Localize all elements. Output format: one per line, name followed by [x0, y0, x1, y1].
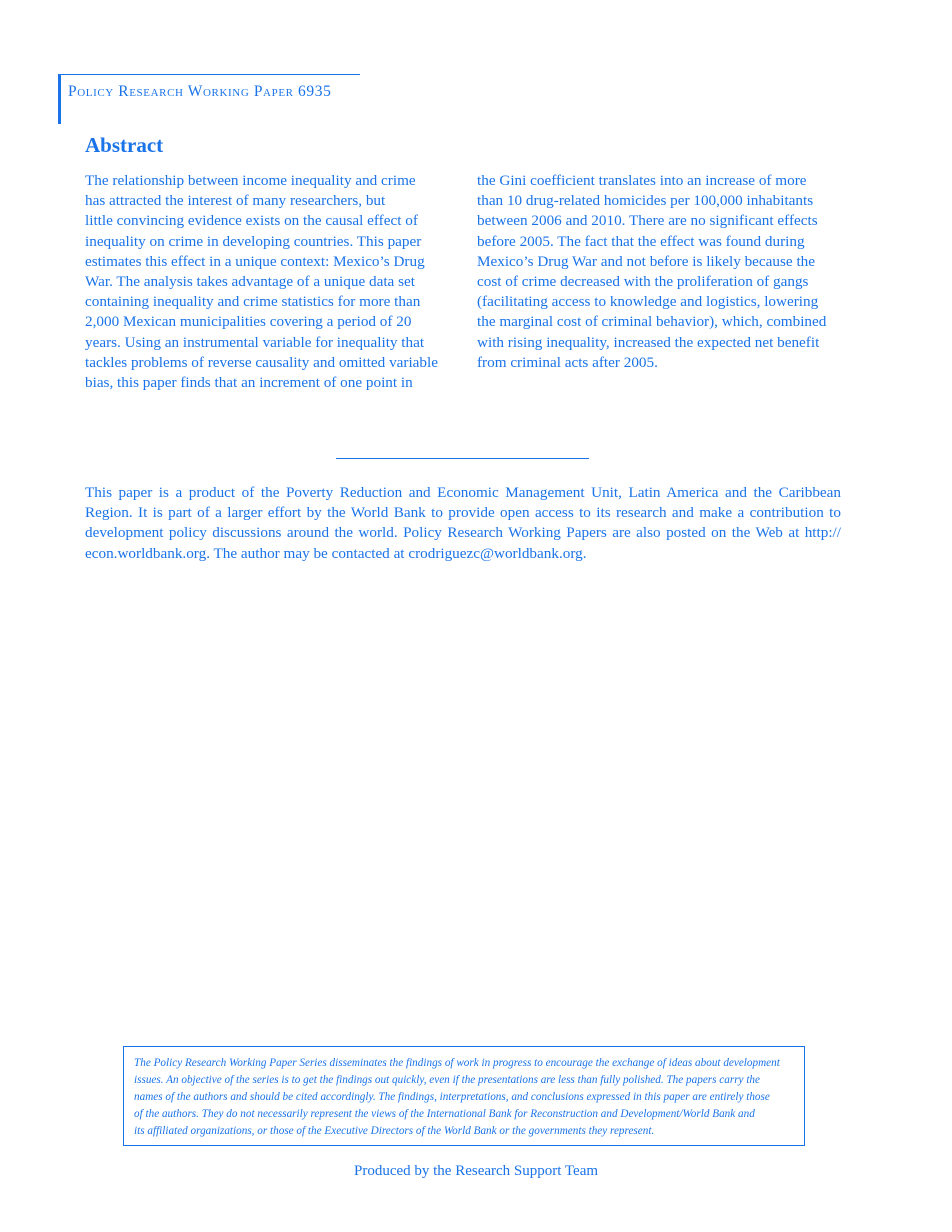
- product-line: econ.worldbank.org. The author may be contacted at crodriguezc@worldbank.org.: [85, 544, 587, 562]
- abstract-line: years. Using an instrumental variable for inequality that: [85, 333, 425, 351]
- series-header-side-bar: [58, 74, 61, 124]
- abstract-line: than 10 drug-related homicides per 100,000 inhabitants: [477, 192, 814, 210]
- disclaimer-line: names of the authors and should be cited accordingly. The findings, interpretations, and conclusions expressed in this paper are entirely those: [134, 1091, 770, 1103]
- abstract-line: has attracted the interest of many researchers, but: [85, 192, 386, 210]
- disclaimer-line: issues. An objective of the series is to get the findings out quickly, even if the presentations are less than fully polished. The papers carry the: [134, 1074, 760, 1086]
- abstract-line: before 2005. The fact that the effect was found during: [477, 232, 805, 250]
- disclaimer-line: of the authors. They do not necessarily represent the views of the International Bank for Reconstruction and Development/World Bank and: [134, 1108, 755, 1120]
- abstract-line: bias, this paper finds that an increment of one point in: [85, 374, 413, 392]
- abstract-line: inequality on crime in developing countries. This paper: [85, 232, 422, 250]
- series-header-rule: [58, 74, 360, 75]
- abstract-line: from criminal acts after 2005.: [477, 353, 658, 371]
- abstract-line: War. The analysis takes advantage of a unique data set: [85, 273, 415, 291]
- abstract-column-left: [85, 171, 447, 393]
- section-divider: [336, 458, 589, 459]
- product-line: This paper is a product of the Poverty Reduction and Economic Management Unit, Latin America and the Caribbean: [85, 484, 841, 501]
- disclaimer-box: [123, 1046, 805, 1146]
- disclaimer-line: its affiliated organizations, or those of the Executive Directors of the World Bank or the governments they represent.: [134, 1125, 655, 1137]
- abstract-line: The relationship between income inequality and crime: [85, 172, 416, 189]
- product-note: [85, 483, 841, 564]
- series-title: Policy Research Working Paper 6935: [68, 83, 332, 100]
- abstract-line: the Gini coefficient translates into an increase of more: [477, 172, 807, 189]
- abstract-line: with rising inequality, increased the expected net benefit: [477, 333, 820, 351]
- abstract-line: estimates this effect in a unique context: Mexico’s Drug: [85, 252, 425, 270]
- abstract-line: (facilitating access to knowledge and logistics, lowering: [477, 293, 819, 311]
- abstract-line: between 2006 and 2010. There are no significant effects: [477, 212, 818, 230]
- abstract-line: little convincing evidence exists on the causal effect of: [85, 212, 418, 230]
- abstract-line: 2,000 Mexican municipalities covering a period of 20: [85, 313, 412, 331]
- abstract-line: the marginal cost of criminal behavior), which, combined: [477, 313, 827, 331]
- disclaimer-line: The Policy Research Working Paper Series disseminates the findings of work in progress to encourage the exchange of ideas about development: [134, 1057, 780, 1069]
- abstract-column-right: [477, 171, 843, 373]
- abstract-heading: Abstract: [85, 133, 164, 157]
- produced-by: Produced by the Research Support Team: [353, 1163, 599, 1179]
- abstract-line: Mexico’s Drug War and not before is likely because the: [477, 252, 816, 270]
- product-line: development policy discussions around the world. Policy Research Working Papers are also posted on the Web at http://: [85, 524, 841, 542]
- abstract-line: tackles problems of reverse causality and omitted variable: [85, 353, 438, 371]
- product-line: Region. It is part of a larger effort by the World Bank to provide open access to its research and make a contribution to: [85, 504, 841, 522]
- abstract-line: containing inequality and crime statistics for more than: [85, 293, 421, 311]
- abstract-line: cost of crime decreased with the proliferation of gangs: [477, 273, 809, 291]
